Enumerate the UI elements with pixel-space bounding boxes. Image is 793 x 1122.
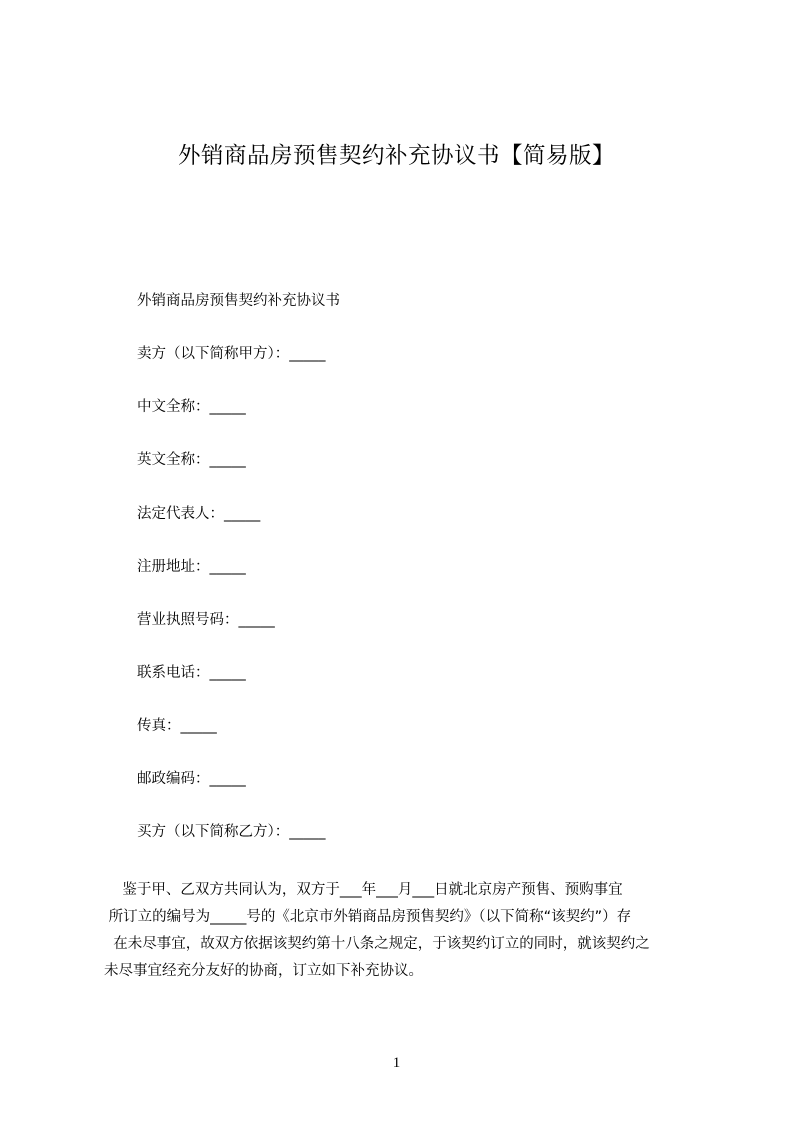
seller-line: 卖方（以下简称甲方）：_____ bbox=[137, 346, 326, 362]
agreement-heading: 外销商品房预售契约补充协议书 bbox=[137, 293, 340, 309]
phone-line: 联系电话：_____ bbox=[137, 665, 246, 681]
chinese-name-line: 中文全称：_____ bbox=[137, 399, 246, 415]
paragraph-line: 在未尽事宜，故双方依据该契约第十八条之规定，于该契约订立的同时，就该契约之 bbox=[104, 936, 650, 952]
fax-line: 传真：_____ bbox=[137, 718, 217, 734]
address-line: 注册地址：_____ bbox=[137, 559, 246, 575]
page-number: 1 bbox=[392, 1055, 401, 1071]
postal-code-line: 邮政编码：_____ bbox=[137, 771, 246, 787]
paragraph-line: 鉴于甲、乙双方共同认为，双方于___年___月___日就北京房产预售、预购事宜 bbox=[104, 882, 623, 898]
legal-rep-line: 法定代表人：_____ bbox=[137, 506, 261, 522]
body-paragraph bbox=[104, 877, 714, 985]
paragraph-line: 所订立的编号为_____号的《北京市外销商品房预售契约》（以下简称“该契约”）存 bbox=[104, 909, 632, 925]
document-title: 外销商品房预售契约补充协议书【简易版】 bbox=[177, 143, 615, 169]
english-name-line: 英文全称：_____ bbox=[137, 452, 246, 468]
license-line: 营业执照号码：_____ bbox=[137, 612, 275, 628]
buyer-line: 买方（以下简称乙方）：_____ bbox=[137, 824, 326, 840]
paragraph-line: 未尽事宜经充分友好的协商，订立如下补充协议。 bbox=[104, 963, 423, 979]
